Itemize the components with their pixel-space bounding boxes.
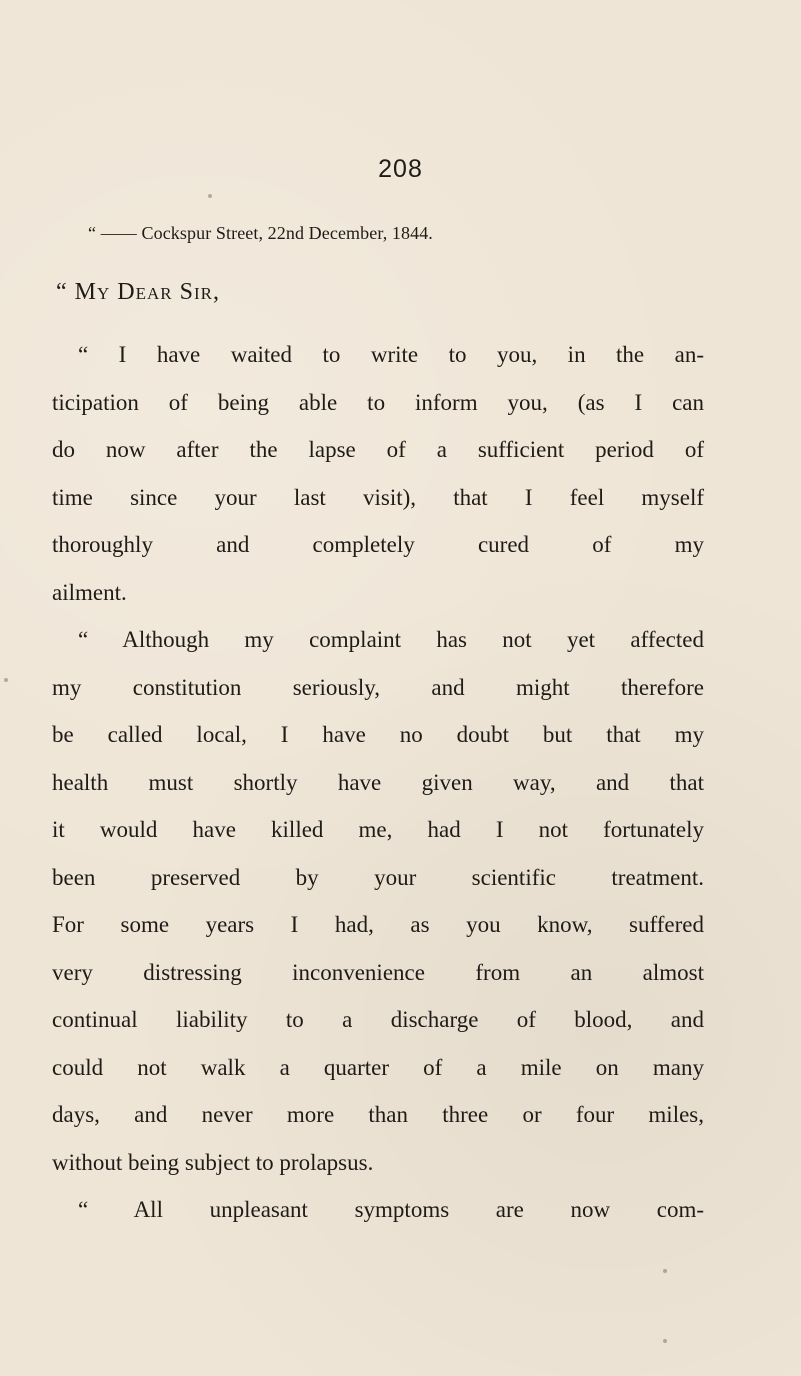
text-line: without being subject to prolapsus. <box>52 1149 374 1175</box>
letter-dateline: “ —— Cockspur Street, 22nd December, 1844. <box>88 223 433 243</box>
page-number: 208 <box>378 155 423 183</box>
paper-speck <box>663 1339 667 1343</box>
text-line: my constitution seriously, and might therefore <box>52 674 704 700</box>
paper-speck <box>208 194 212 198</box>
text-line: ailment. <box>52 579 127 605</box>
text-line: been preserved by your scientific treatment. <box>52 864 704 890</box>
text-line: “ I have waited to write to you, in the an- <box>78 342 704 367</box>
letter-salutation: “ My Dear Sir, <box>56 279 220 305</box>
text-line: could not walk a quarter of a mile on many <box>52 1054 704 1080</box>
text-line: ticipation of being able to inform you, (as I can <box>52 389 704 415</box>
text-line: thoroughly and completely cured of my <box>52 532 704 557</box>
text-line: it would have killed me, had I not fortunately <box>52 817 704 842</box>
letter-body <box>52 331 704 1234</box>
text-line: continual liability to a discharge of blood, and <box>52 1007 704 1032</box>
text-line: “ Although my complaint has not yet affected <box>78 627 704 652</box>
text-line: very distressing inconvenience from an almost <box>52 959 704 985</box>
paper-speck <box>4 678 8 682</box>
text-line: “ All unpleasant symptoms are now com- <box>78 1197 704 1222</box>
text-line: days, and never more than three or four miles, <box>52 1102 704 1127</box>
paper-speck <box>663 1269 667 1273</box>
text-line: time since your last visit), that I feel myself <box>52 484 704 510</box>
text-line: do now after the lapse of a sufficient period of <box>52 437 704 462</box>
text-line: health must shortly have given way, and that <box>52 769 704 795</box>
text-line: For some years I had, as you know, suffered <box>52 912 704 937</box>
text-line: be called local, I have no doubt but that my <box>52 722 704 747</box>
